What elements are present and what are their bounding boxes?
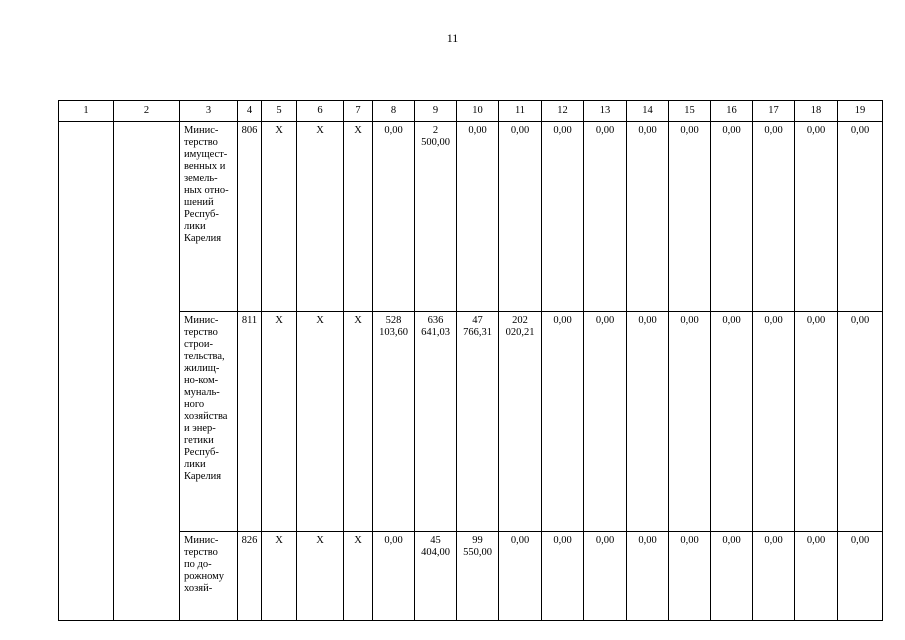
- amount-cell: [499, 122, 542, 312]
- department-code-cell: 826: [238, 532, 262, 621]
- column-number-header: 19: [838, 101, 883, 122]
- cell-line: 528: [385, 315, 402, 326]
- column-1-cell: [59, 122, 114, 621]
- cell-line: Минис-: [184, 315, 219, 326]
- column-number-header: 13: [584, 101, 627, 122]
- cell-line: 202: [512, 315, 528, 326]
- column-number-header: 10: [457, 101, 499, 122]
- mark-cell: Х: [262, 532, 297, 621]
- cell-line: лики: [184, 459, 206, 470]
- budget-table: [58, 100, 883, 621]
- cell-line: хозяйства: [184, 411, 228, 422]
- cell-line: Респуб-: [184, 447, 219, 458]
- amount-cell: 0,00: [753, 312, 795, 532]
- cell-line: 45: [430, 535, 441, 546]
- cell-line: Респуб-: [184, 209, 219, 220]
- amount-cell: 0,00: [584, 532, 627, 621]
- amount-cell: [499, 532, 542, 621]
- mark-cell: Х: [297, 312, 344, 532]
- column-number-header: 18: [795, 101, 838, 122]
- cell-line: 2: [432, 125, 439, 136]
- cell-line: 500,00: [421, 137, 450, 148]
- column-number-header: 2: [114, 101, 180, 122]
- column-number-header: 3: [180, 101, 238, 122]
- cell-line: шений: [184, 197, 214, 208]
- amount-cell: [499, 312, 542, 532]
- amount-cell: 0,00: [627, 532, 669, 621]
- cell-line: 766,31: [463, 327, 492, 338]
- amount-cell: [415, 312, 457, 532]
- amount-cell: 0,00: [711, 532, 753, 621]
- cell-line: Минис-: [184, 125, 219, 136]
- cell-line: 636: [427, 315, 444, 326]
- cell-line: 404,00: [421, 547, 450, 558]
- cell-line: терство: [184, 327, 218, 338]
- cell-line: 0,00: [384, 125, 403, 136]
- cell-line: жилищ-: [184, 363, 220, 374]
- table-row: [59, 312, 883, 532]
- cell-line: 99: [472, 535, 483, 546]
- amount-cell: 0,00: [838, 532, 883, 621]
- cell-line: Минис-: [184, 535, 219, 546]
- mark-cell: Х: [344, 122, 373, 312]
- amount-cell: 0,00: [795, 122, 838, 312]
- column-number-header: 7: [344, 101, 373, 122]
- amount-cell: 0,00: [838, 122, 883, 312]
- column-number-header: 14: [627, 101, 669, 122]
- mark-cell: Х: [297, 122, 344, 312]
- amount-cell: 0,00: [627, 312, 669, 532]
- cell-line: 0,00: [384, 535, 403, 546]
- amount-cell: [415, 532, 457, 621]
- table-row: [59, 122, 883, 312]
- column-number-header: 1: [59, 101, 114, 122]
- amount-cell: [415, 122, 457, 312]
- cell-line: лики: [184, 221, 206, 232]
- cell-line: венных и: [184, 161, 226, 172]
- amount-cell: 0,00: [542, 312, 584, 532]
- cell-line: земель-: [184, 173, 218, 184]
- amount-cell: 0,00: [795, 312, 838, 532]
- mark-cell: Х: [262, 122, 297, 312]
- cell-line: ного: [184, 399, 205, 410]
- amount-cell: 0,00: [584, 122, 627, 312]
- cell-line: 0,00: [468, 125, 487, 136]
- column-number-header: 11: [499, 101, 542, 122]
- mark-cell: Х: [344, 312, 373, 532]
- amount-cell: 0,00: [711, 122, 753, 312]
- cell-line: 0,00: [510, 535, 530, 546]
- column-number-header: 4: [238, 101, 262, 122]
- amount-cell: 0,00: [627, 122, 669, 312]
- amount-cell: [457, 122, 499, 312]
- amount-cell: 0,00: [669, 532, 711, 621]
- cell-line: 47: [472, 315, 483, 326]
- page-number: 11: [446, 31, 459, 45]
- cell-line: Карелия: [184, 233, 222, 244]
- table-row: [59, 532, 883, 621]
- cell-line: но-ком-: [184, 375, 219, 386]
- column-number-header: 17: [753, 101, 795, 122]
- cell-line: 550,00: [463, 547, 492, 558]
- column-number-header: 6: [297, 101, 344, 122]
- ministry-name-cell: [180, 312, 238, 532]
- cell-line: тельства,: [184, 351, 225, 362]
- mark-cell: Х: [262, 312, 297, 532]
- column-number-header: 9: [415, 101, 457, 122]
- department-code-cell: 806: [238, 122, 262, 312]
- cell-line: 020,21: [505, 327, 535, 338]
- cell-line: Карелия: [184, 471, 222, 482]
- amount-cell: [373, 312, 415, 532]
- ministry-name-cell: [180, 532, 238, 621]
- amount-cell: [373, 122, 415, 312]
- amount-cell: [457, 312, 499, 532]
- department-code-cell: 811: [238, 312, 262, 532]
- amount-cell: 0,00: [795, 532, 838, 621]
- cell-line: хозяй-: [184, 583, 213, 594]
- column-number-header: 15: [669, 101, 711, 122]
- amount-cell: 0,00: [542, 532, 584, 621]
- cell-line: имущест-: [184, 149, 228, 160]
- column-number-header: 16: [711, 101, 753, 122]
- column-number-header: 8: [373, 101, 415, 122]
- cell-line: 0,00: [510, 125, 530, 136]
- cell-line: и энер-: [184, 423, 216, 434]
- amount-cell: 0,00: [753, 122, 795, 312]
- header-row: [59, 101, 883, 122]
- amount-cell: [457, 532, 499, 621]
- cell-line: гетики: [184, 435, 214, 446]
- column-number-header: 5: [262, 101, 297, 122]
- amount-cell: 0,00: [838, 312, 883, 532]
- cell-line: муналь-: [184, 387, 220, 398]
- amount-cell: 0,00: [669, 122, 711, 312]
- column-number-header: 12: [542, 101, 584, 122]
- amount-cell: 0,00: [542, 122, 584, 312]
- cell-line: терство: [184, 547, 218, 558]
- cell-line: терство: [184, 137, 218, 148]
- mark-cell: Х: [297, 532, 344, 621]
- cell-line: ных отно-: [184, 185, 229, 196]
- cell-line: по до-: [184, 559, 212, 570]
- column-2-cell: [114, 122, 180, 621]
- cell-line: строи-: [184, 339, 213, 350]
- amount-cell: 0,00: [753, 532, 795, 621]
- ministry-name-cell: [180, 122, 238, 312]
- cell-line: 641,03: [421, 327, 450, 338]
- amount-cell: 0,00: [584, 312, 627, 532]
- mark-cell: Х: [344, 532, 373, 621]
- amount-cell: 0,00: [669, 312, 711, 532]
- amount-cell: [373, 532, 415, 621]
- cell-line: рожному: [184, 571, 225, 582]
- cell-line: 103,60: [379, 327, 408, 338]
- amount-cell: 0,00: [711, 312, 753, 532]
